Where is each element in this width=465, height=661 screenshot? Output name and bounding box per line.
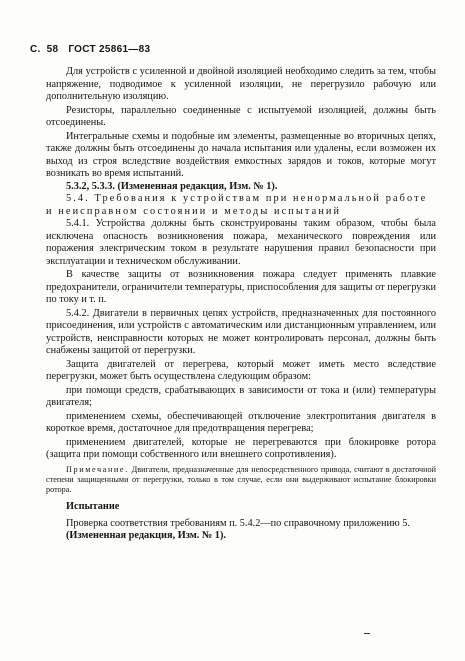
section-heading-5-4: 5.4. Требования к устройствам при ненормальной работе и неисправном состоянии и методы испытаний: [46, 193, 428, 217]
list-item-circuit-disconnect: применением схемы, обеспечивающей отключение электропитания двигателя в короткое время, достаточное для предотвращения перегрева;: [46, 410, 436, 434]
document-body: [46, 66, 436, 543]
page-number: 58: [46, 44, 59, 55]
note-text: Двигатели, предназначенные для непосредственного привода, считают в достаточной степени защищенными от перегрузки, только в том случае, если они выдерживают испытание блокировки ротора.: [46, 464, 437, 494]
note-paragraph: [46, 465, 436, 496]
paragraph-motor-protection: Защита двигателей от перегрева, который может иметь место вследствие перегрузки, может быть осуществлена следующим образом:: [46, 358, 436, 382]
footer-dash: [364, 633, 370, 634]
standard-code: ГОСТ 25861—83: [68, 44, 151, 55]
amendment-note-test: (Измененная редакция, Изм. № 1).: [66, 530, 226, 542]
test-heading: Испытание: [66, 501, 120, 513]
paragraph-resistors: Резисторы, параллельно соединенные с испытуемой изоляцией, должны быть отсоединены.: [46, 104, 436, 128]
paragraph-5-4-1: 5.4.1. Устройства должны быть сконструированы таким образом, чтобы была исключена опасность возникновения пожара, механического повреждения или поражения электрическим током в результате нарушения правил безопасности при эксплуатации и техническом обслуживании.: [46, 218, 436, 267]
paragraph-fire-protection: В качестве защиты от возникновения пожара следует применять плавкие предохранители, ограничители температуры, приспособления для защиты от перегрузки по току и т. п.: [46, 269, 436, 305]
paragraph-5-4-2: 5.4.2. Двигатели в первичных цепях устройств, предназначенных для постоянного присоединения, или устройств с автоматическим или дистанционным управлением, или устройств, неисправности которых не может контролировать персонал, должны быть снабжены защитой от перегрузки.: [46, 307, 436, 356]
list-item-no-overheat-motors: применением двигателей, которые не перегреваются при блокировке ротора (защита при помощи собственного или внешнего сопротивления).: [46, 436, 436, 460]
page-prefix: С.: [30, 44, 41, 55]
note-label: Примечание.: [66, 464, 129, 474]
amendment-note-5-3: 5.3.2, 5.3.3. (Измененная редакция, Изм. № 1).: [66, 180, 278, 192]
list-item-current-temperature: при помощи средств, срабатывающих в зависимости от тока и (или) температуры двигателя;: [46, 384, 436, 408]
page-header: [30, 44, 150, 55]
paragraph-integrated-circuits: Интегральные схемы и подобные им элементы, размещенные во вторичных цепях, также должны быть отсоединены до начала испытания или удалены, если возможен их выход из строя вследствие воздействия емкостных зарядов и токов, которые могут возникать во время испытаний.: [46, 130, 436, 179]
test-paragraph: Проверка соответствия требованиям п. 5.4.2—по справочному приложению 5.: [66, 517, 410, 529]
paragraph-reinforced-insulation: Для устройств с усиленной и двойной изоляцией необходимо следить за тем, чтобы напряжение, подводимое к усиленной изоляции, не перегрузило рабочую или дополнительную изоляцию.: [46, 66, 436, 102]
